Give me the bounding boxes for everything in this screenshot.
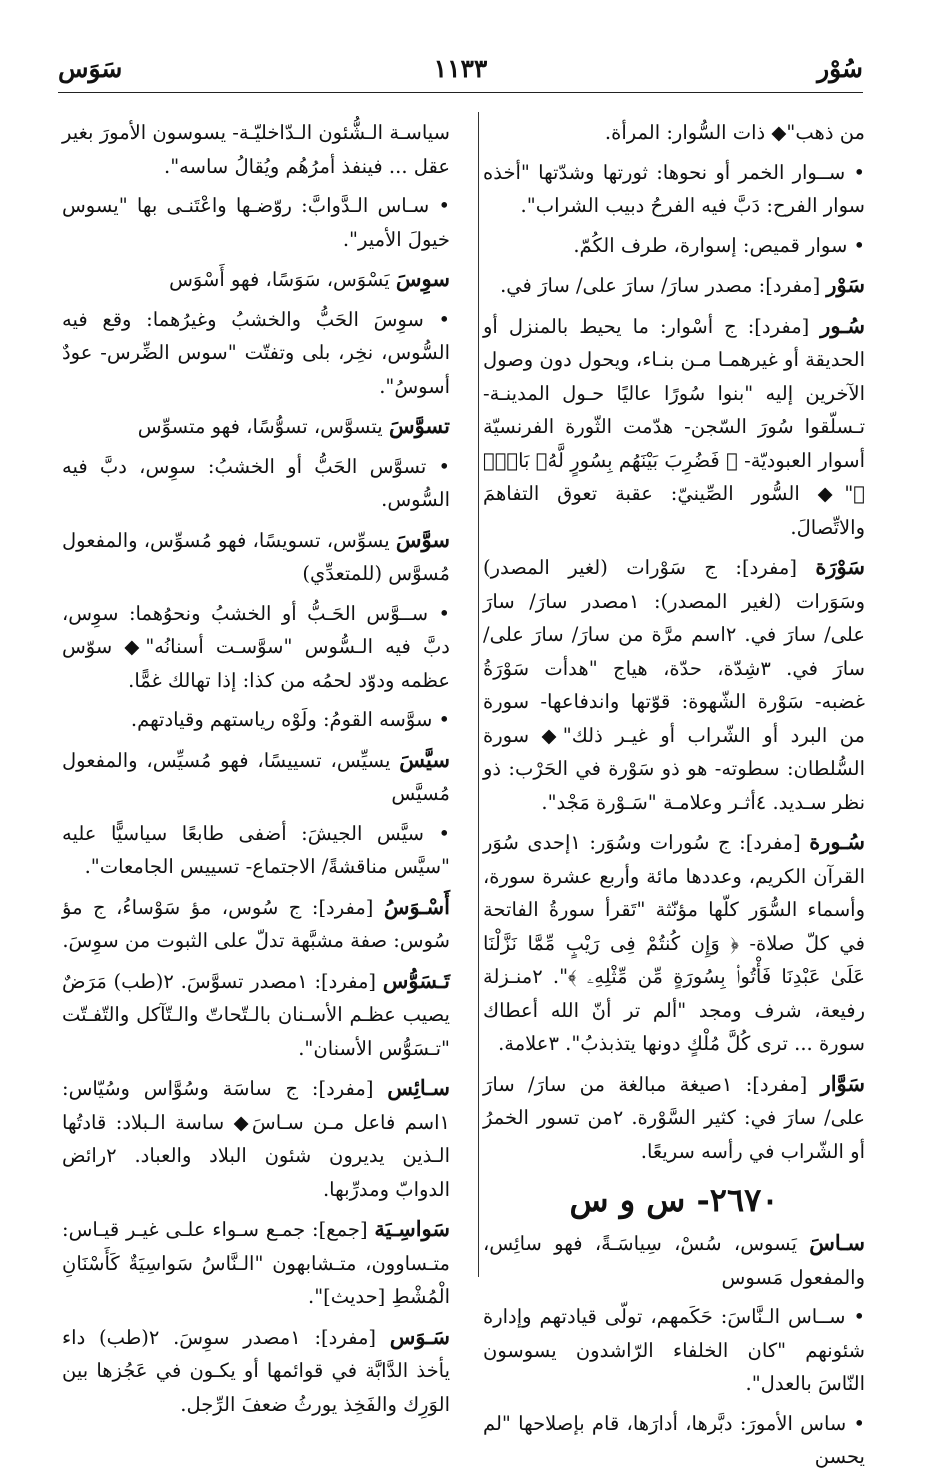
- left-column: [62, 116, 450, 1427]
- entry-sense: [62, 189, 450, 256]
- entry-text: [مفرد]: ١صيغة مبالغة من سارَ/ سارَ على/ سارَ في: كثير السَّوْرة. ٢من تسور الخمرُ أو الشّراب في رأسه سريعًا.: [483, 1072, 865, 1163]
- entry-headword: سـائِس: [387, 1075, 451, 1100]
- dictionary-entry: [62, 890, 450, 958]
- entry-text: يسوِّس، تسويسًا، فهو مُسوِّس، والمفعول مُسوَّس (للمتعدِّي): [62, 528, 450, 585]
- dictionary-entry: [62, 1212, 450, 1314]
- entry-headword: سَـوَس: [389, 1323, 450, 1349]
- entry-sense: [483, 156, 865, 223]
- entry-sense: [62, 817, 450, 884]
- dictionary-entry: [483, 1067, 865, 1169]
- entry-headword: سوَّسَ: [395, 526, 450, 552]
- entry-headword: تسوَّسَ: [388, 413, 450, 438]
- dictionary-entry: [483, 1226, 865, 1294]
- entry-headword: تَـسَوُّس: [382, 967, 450, 993]
- entry-sense: [62, 703, 450, 737]
- dictionary-entry: [62, 262, 450, 297]
- entry-headword: سُـور: [820, 312, 865, 338]
- dictionary-entry: [62, 1071, 450, 1206]
- page-number: ١١٣٣: [433, 54, 488, 83]
- entry-text: • تسوَّس الحَبُّ أو الخشبُ: سوِس، دبَّ فيه السُّوس.: [62, 454, 450, 511]
- dictionary-entry: [62, 523, 450, 591]
- dictionary-entry: [483, 550, 865, 819]
- entry-text: [مفرد]: ج سَوْرات (لغير المصدر) وسَوَرات (لغير المصدر): ١مصدر سارَ/ سارَ على/ سارَ في. ٢اسم مرَّة من سارَ/ سارَ على/ سارَ في. ٣شِدّة، حدّة، هياج "هدأت سَوْرَةُ غضبه- سَوْرة الشّهوة: قوّتها واندفاعها- سورة من البرد أو الشّراب أو غيـر ذلك"◆ سورة السُّلطان: سطوته- هو ذو سَوْرة في الحَرْب: ذو نظر سـديد. ٤أثـر وعلامـة "سَـوْرة مَجْد".: [483, 556, 866, 814]
- entry-sense: [483, 229, 865, 263]
- entry-text: [مفرد]: ج ساسَة وسُوَّاس وسُيّاس: ١اسم فاعل مـن سـاسَ◆ ساسة الـبلاد: قادتُها الـذين يديرون شئون البلاد والعباد. ٢رائض الدوابّ ومدرِّبها.: [62, 1077, 450, 1201]
- entry-headword: سَواسِـيَة: [374, 1216, 450, 1241]
- entry-text: [جمع]: جمـع سـواء علـى غيـر قيـاس: متـساوون، متـشابهون "الـنَّاسُ سَواسِيَةٌ كَأَسْنَانِ الْمُشْطِ [حديث]".: [62, 1218, 450, 1308]
- entry-text: [مفرد]: مصدر سارَ/ سارَ على/ سارَ في.: [500, 274, 821, 297]
- entry-text: [مفرد]: ج سُورات وسُوَر: ١إحدى سُوَر القرآن الكريم، وعددها مائة وأربع عشرة سورة، وأسماء السُّوَر كلّها مؤنّثة "تَقرأ سورةُ الفاتحة في كلّ صلاة- ﴿ وَإِن كُنتُمْ فِى رَيْبٍ مِّمَّا نَزَّلْنَا عَلَىٰ عَبْدِنَا فَأْتُوا۟ بِسُورَةٍ مِّن مِّثْلِهِۦ ﴾". ٢منـزلة رفيعة، شرف ومجد "ألم تر أنّ الله أعطاك سورة ... ترى كُلَّ مُلْكٍ دونها يتذبذبُ". ٣علامة.: [483, 831, 865, 1055]
- entry-text: • ســوار الخمر أو نحوها: ثورتها وشدّتها "أخذه سوار الفرح: دَبَّ فيه الفرحُ دبيب الشراب".: [483, 160, 865, 217]
- entry-text: • سوِسَ الحَبُّ والخشبُ وغيرُهما: وقع فيه السُّوس، نخِر، بلى وتفتّت "سوس الضِّرس- عودٌ أسوسُ".: [62, 307, 450, 398]
- dictionary-entry: [62, 743, 450, 811]
- entry-sense: [62, 450, 450, 517]
- entry-text: • سوار قميص: إسوارة، طرف الكُمّ.: [573, 233, 865, 257]
- dictionary-entry: [62, 964, 450, 1066]
- entry-headword: أَسْـوَسُ: [383, 893, 450, 919]
- dictionary-entry: [483, 309, 865, 545]
- entry-sense: [62, 116, 450, 183]
- entry-text: يَسْوَس، سَوَسًا، فهو أَسْوَس: [169, 268, 390, 291]
- entry-text: • سوَّسه القومُ: ولَوْه رياستهم وقيادتهم.: [130, 708, 450, 731]
- page-header: [58, 52, 863, 93]
- entry-text: [مفرد]: ١مصدر سوِسَ. ٢(طب) داء يأخذ الدَّابَّة في قوائمها أو يكـون في عَجُزها بين الوَرِك والفَخِذ يورثُ ضعفَ الرِّجل.: [62, 1325, 450, 1416]
- entry-headword: سَوْر: [826, 272, 865, 297]
- header-left-word: سَوَس: [58, 54, 123, 83]
- entry-headword: سُـورة: [809, 829, 866, 854]
- right-column: [483, 116, 865, 1480]
- dictionary-entry: [62, 409, 450, 444]
- entry-sense: [483, 116, 865, 150]
- entry-headword: سوِسَ: [395, 266, 450, 291]
- entry-headword: سيَّسَ: [399, 746, 450, 772]
- section-title: ٢٦٧٠- س و س: [569, 1181, 779, 1219]
- entry-text: • ســاس الـنَّاسَ: حَكَمهم، تولّى قيادتهم وإدارة شئونهم "كان الخلفاء الرّاشدون يسوسون النّاسَ بالعدل".: [483, 1305, 865, 1395]
- entry-headword: سـاسَ: [809, 1230, 865, 1255]
- entry-text: يسيِّس، تسييسًا، فهو مُسيِّس، والمفعول مُسيَّس: [62, 748, 450, 805]
- dictionary-entry: [483, 825, 865, 1061]
- entry-headword: سَوَّار: [820, 1070, 865, 1096]
- entry-text: • سـاس الـدَّوابَّ: روّضـها واعْتَنـى بها "يسوس خيولَ الأمير".: [62, 194, 450, 251]
- entry-text: من ذهب"◆ ذات السُّوار: المرأة.: [604, 121, 865, 144]
- entry-text: • سيَّس الجيشَ: أضفى طابعًا سياسيًّا عليه "سيَّس مناقشةً/ الاجتماع- تسييس الجامعات".: [62, 821, 450, 878]
- entry-text: [مفرد]: ١مصدر تسوَّسَ. ٢(طب) مَرَضٌ يصيب عظـم الأسـنان بالـتّحاتّ والـتّآكل والتّفـتّت "تـسَوُّس الأسنان".: [62, 969, 450, 1060]
- entry-text: [مفرد]: ج أسْوار: ما يحيط بالمنزل أو الحديقة أو غيرهمـا مـن بنـاء، ويحول دون وصول الآخرين إليه "بنوا سُورًا عاليًا حـول المدينـة- تـسلّقوا سُورَ السّجن- هدّمت الثّورة الفرنسيّة أسوار العبوديّة- ﴿ فَضُرِبَ بَيْنَهُم بِسُورٍ لَّهُۥ بَابٌۢ ﴾"◆ السُّور الصِّينيّ: عقبة تعوق التفاهمَ والاتِّصالَ.: [483, 314, 865, 539]
- entry-sense: [483, 1407, 865, 1474]
- header-right-word: سُوْر: [817, 54, 863, 83]
- entry-sense: [62, 597, 450, 698]
- entry-headword: سَوْرَة: [815, 554, 865, 579]
- entry-text: يَسوس، سُسْ، سِياسَـةً، فهو سائِس، والمفعول مَسوس: [483, 1232, 865, 1289]
- dictionary-entry: [483, 268, 865, 303]
- entry-sense: [62, 303, 450, 404]
- entry-text: • ســوَّس الحَـبُّ أو الخشبُ ونحوُهما: سوِس، دبَّ فيه الـسُّوس "سوَّسـت أسنانُه"◆ سوّس عظمه ودوّد لحمُه من كذا: إذا تهالك غمًّا.: [62, 601, 450, 692]
- column-divider: [478, 112, 479, 1277]
- entry-sense: [483, 1300, 865, 1401]
- entry-text: سياسـة الـشُّئون الـدّاخليّـة- يسوسون الأمورَ بغير عقل ... فينفذ أمرُهُم ويُقالُ ساسه".: [62, 121, 450, 178]
- entry-text: [مفرد]: ج سُوس، مؤ سَوْساءُ، ج مؤ سُوس: صفة مشبَّهة تدلّ على الثبوت من سوِسَ.: [62, 895, 450, 952]
- entry-text: • ساس الأمورَ: دبَّرها، أدارَها، قام بإصلاحها "لم يحسن: [483, 1411, 865, 1468]
- entry-text: يتسوَّس، تسوُّسًا، فهو متسوِّس: [137, 415, 383, 438]
- dictionary-entry: [62, 1320, 450, 1422]
